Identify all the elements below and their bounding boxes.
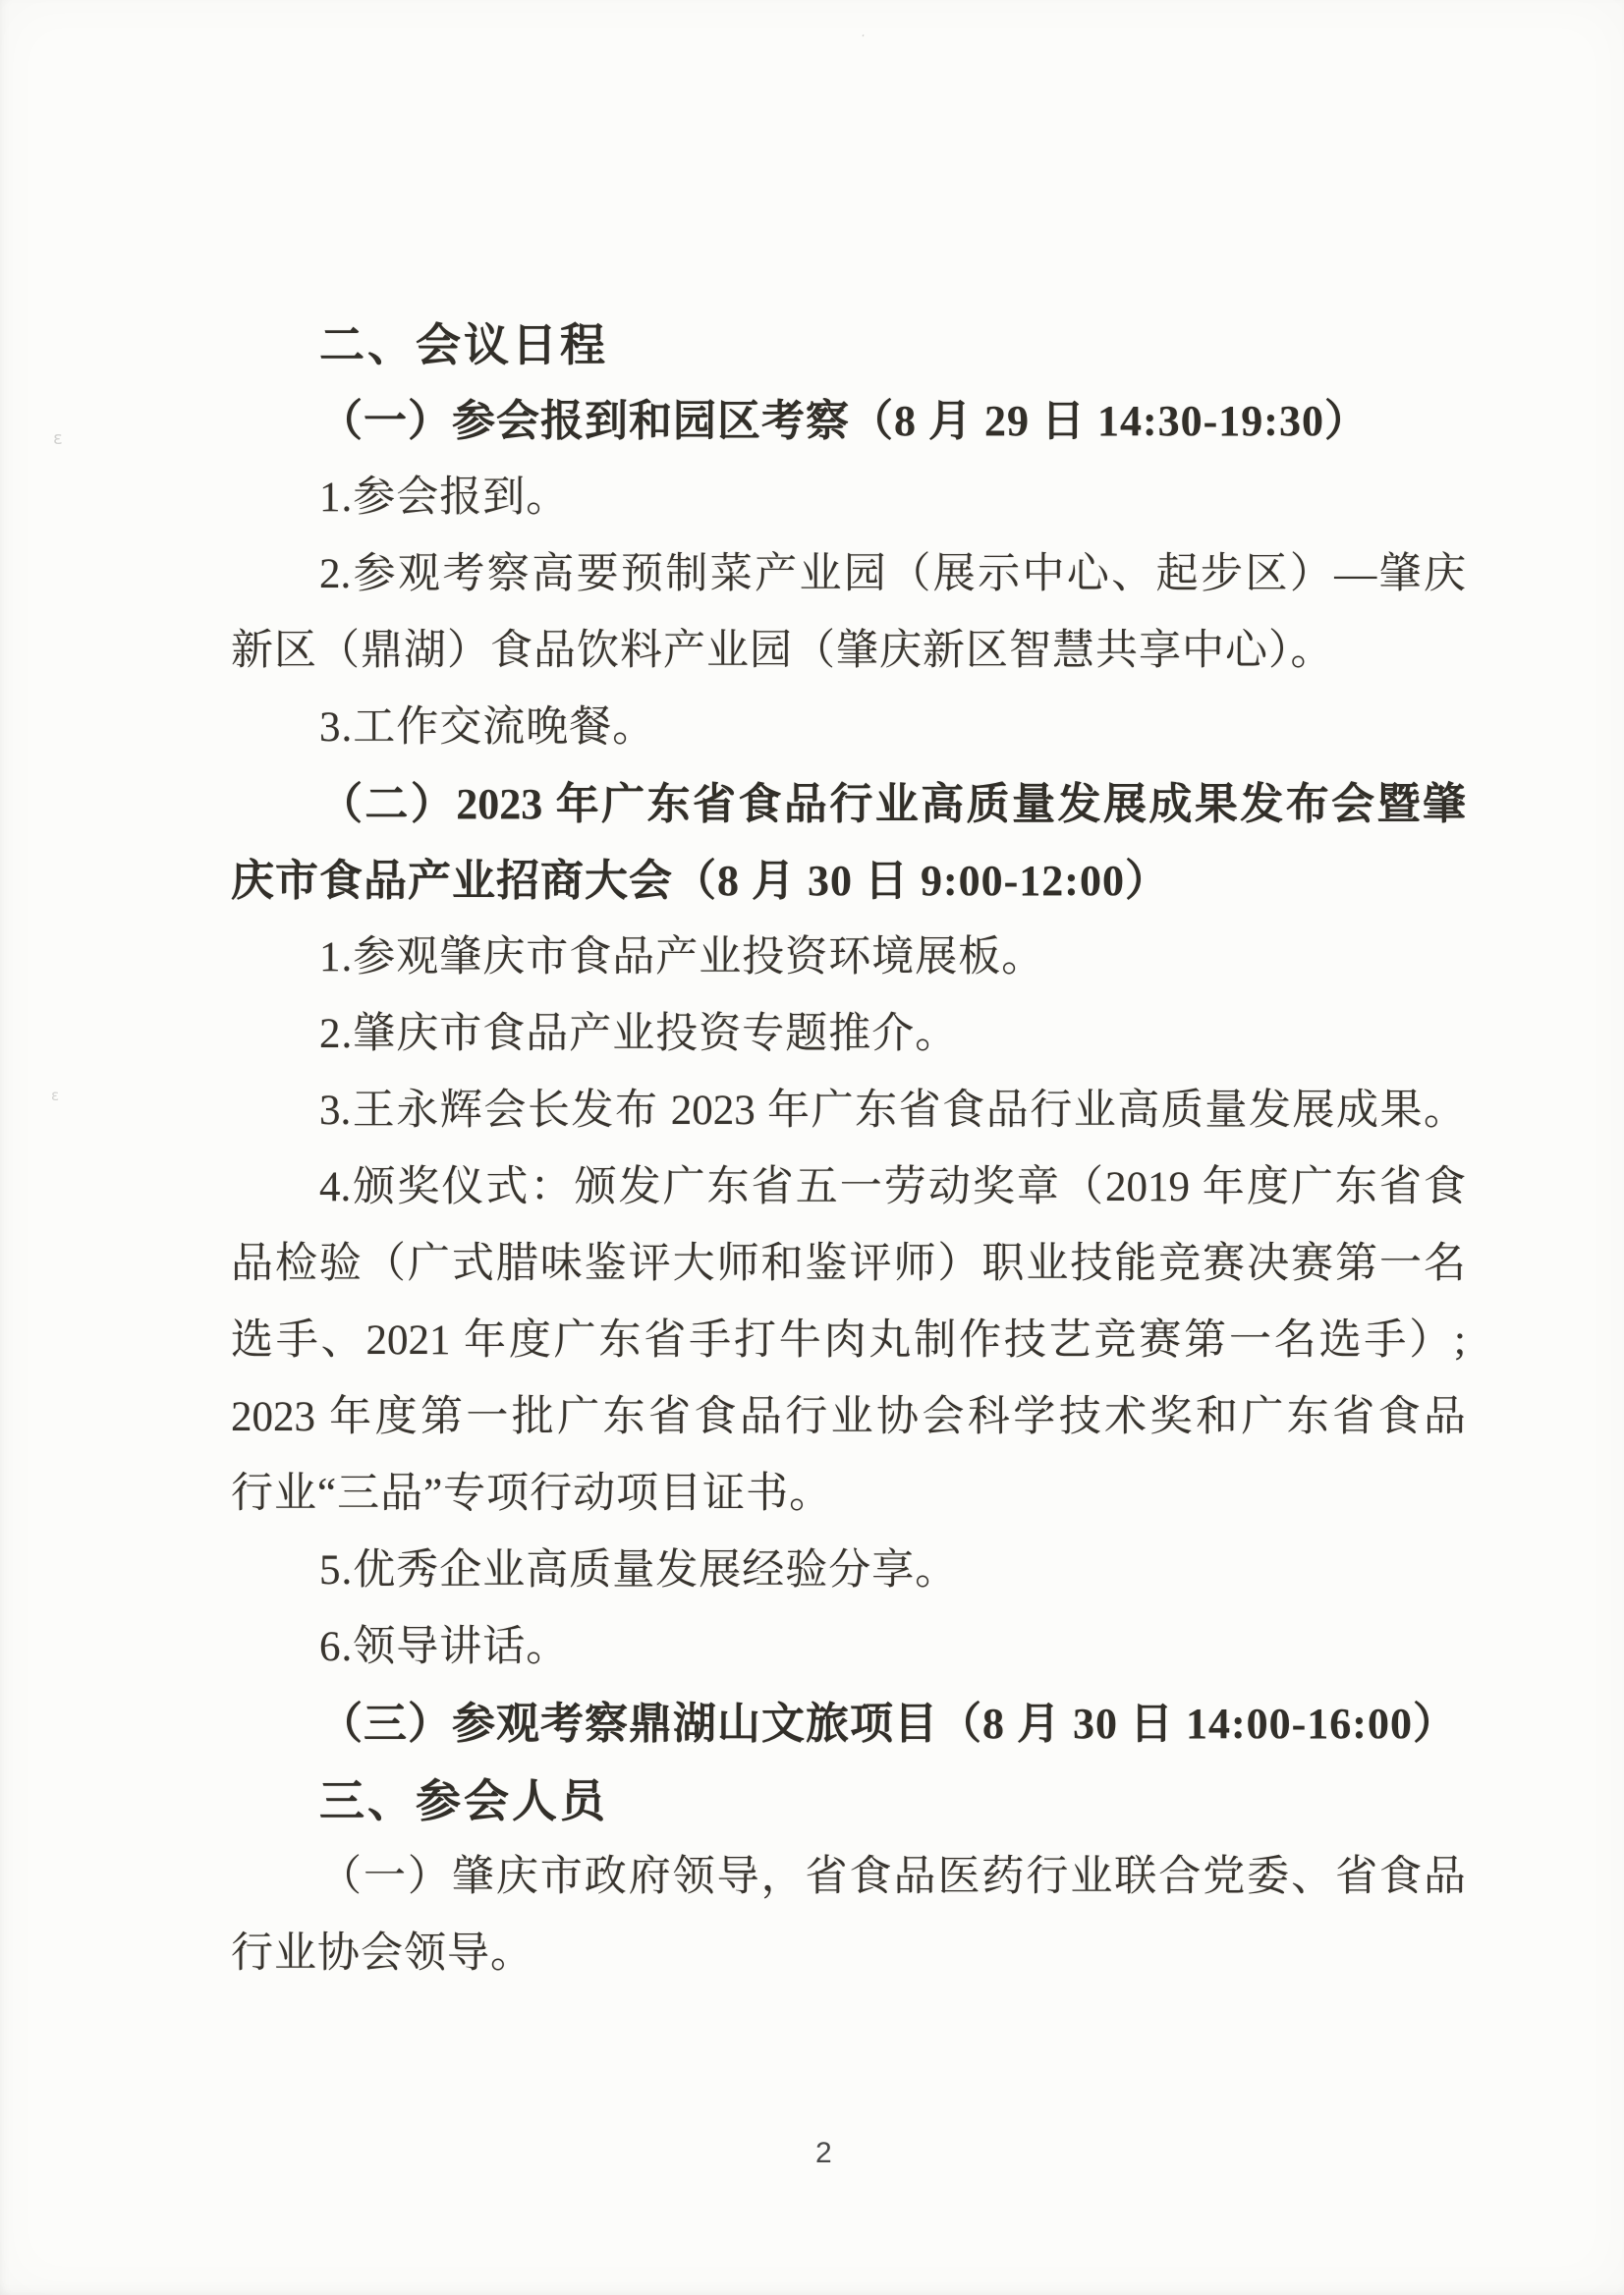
text-line-16: 行业“三品”专项行动项目证书。 (231, 1471, 833, 1517)
text-line-21: （一）肇庆市政府领导，省食品医药行业联合党委、省食品 (319, 1854, 1466, 1900)
text-line-11: 3.王永辉会长发布 2023 年广东省食品行业高质量发展成果。 (319, 1088, 1466, 1134)
text-line-3: 1.参会报到。 (319, 475, 570, 521)
text-line-9: 1.参观肇庆市食品产业投资环境展板。 (319, 934, 1045, 980)
scan-speck-icon: · (858, 28, 868, 45)
text-line-5: 新区（鼎湖）食品饮料产业园（肇庆新区智慧共享中心）。 (231, 628, 1334, 674)
text-line-12: 4.颁奖仪式：颁发广东省五一劳动奖章（2019 年度广东省食 (319, 1164, 1466, 1210)
text-line-6: 3.工作交流晚餐。 (319, 704, 656, 751)
text-line-22: 行业协会领导。 (231, 1931, 533, 1977)
scan-speck-icon: ε (53, 428, 63, 449)
scan-speck-icon: ε (51, 1087, 60, 1104)
text-line-8: 庆市食品产业招商大会（8 月 30 日 9:00-12:00） (231, 857, 1169, 905)
text-line-20: 三、参会人员 (319, 1775, 608, 1826)
text-line-1: 二、会议日程 (319, 319, 608, 370)
text-line-17: 5.优秀企业高质量发展经验分享。 (319, 1547, 959, 1594)
text-line-13: 品检验（广式腊味鉴评大师和鉴评师）职业技能竞赛决赛第一名 (231, 1241, 1466, 1287)
document-body (231, 307, 1466, 1992)
page-number: 2 (815, 2137, 832, 2169)
text-line-15: 2023 年度第一批广东省食品行业协会科学技术奖和广东省食品 (231, 1394, 1466, 1440)
text-line-4: 2.参观考察高要预制菜产业园（展示中心、起步区）—肇庆 (319, 551, 1466, 597)
text-line-19: （三）参观考察鼎湖山文旅项目（8 月 30 日 14:00-16:00） (319, 1700, 1457, 1748)
text-line-7: （二）2023 年广东省食品行业高质量发展成果发布会暨肇 (319, 780, 1466, 828)
text-line-2: （一）参会报到和园区考察（8 月 29 日 14:30-19:30） (319, 397, 1369, 445)
text-line-10: 2.肇庆市食品产业投资专题推介。 (319, 1011, 959, 1057)
text-line-18: 6.领导讲话。 (319, 1624, 570, 1670)
text-line-14: 选手、2021 年度广东省手打牛肉丸制作技艺竞赛第一名选手）; (231, 1317, 1466, 1364)
